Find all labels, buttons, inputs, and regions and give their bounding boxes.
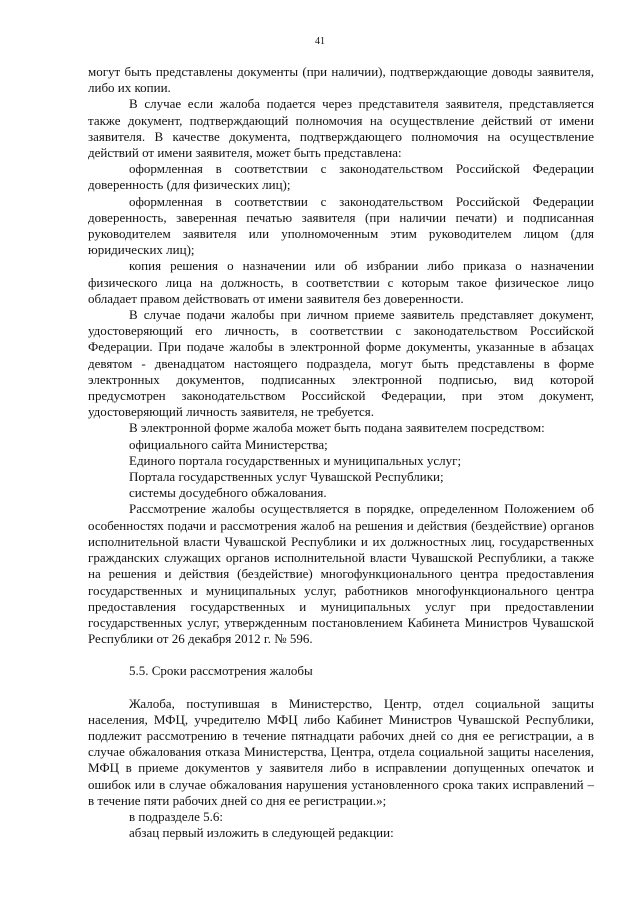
paragraph-personal-reception: В случае подачи жалобы при личном приеме заявитель представляет документ, удостоверяющий его личность, в соответствии с законодательством Российской Федерации. При подаче жалобы в электронной форме документы, указанные в абзацах девятом - двенадцатом настоящего подраздела, могут быть представлены в форме электронных документов, подписанных электронной подписью, вид которой предусмотрен законодательством Российской Федерации, при этом документ, удостоверяющий личность заявителя, не требуется. <box>88 307 594 420</box>
paragraph-subsection-ref: в подразделе 5.6: <box>129 808 224 824</box>
paragraph-electronic-form: В электронной форме жалоба может быть подана заявителем посредством: <box>129 420 545 436</box>
paragraph-review-terms: Жалоба, поступившая в Министерство, Центр, отдел социальной защиты населения, МФЦ, учредителю МФЦ либо Кабинет Министров Чувашской Республики, подлежит рассмотрению в течение пятнадцати рабочих дней со дня ее регистрации, а в случае обжалования отказа Министерства, Центра, отдела социальной защиты населения, МФЦ в приеме документов у заявителя либо в исправлении допущенных опечаток и ошибок или в случае обжалования нарушения установленного срока таких исправлений – в течение пяти рабочих дней со дня ее регистрации.»; <box>88 695 594 808</box>
section-heading-review-terms: 5.5. Сроки рассмотрения жалобы <box>129 663 313 679</box>
document-body <box>88 64 594 841</box>
paragraph-amendment-instruction: абзац первый изложить в следующей редакции: <box>129 825 394 841</box>
paragraph-review-procedure: Рассмотрение жалобы осуществляется в порядке, определенном Положением об особенностях подачи и рассмотрения жалоб на решения и действия (бездействие) органов исполнительной власти Чувашской Республики и их должностных лиц, государственных гражданских служащих органов исполнительной власти Чувашской Республики, а также на решения и действия (бездействие) многофункционального центра предоставления государственных и муниципальных услуг, работников многофункционального центра предоставления государственных и муниципальных услуг при предоставлении государственных услуг, утвержденным постановлением Кабинета Министров Чувашской Республики от 26 декабря 2012 г. № 596. <box>88 501 594 647</box>
list-item-pretrial-system: системы досудебного обжалования. <box>129 485 327 501</box>
list-item-ministry-site: официального сайта Министерства; <box>129 436 328 452</box>
paragraph-representative: В случае если жалоба подается через представителя заявителя, представляется также документ, подтверждающий полномочия на осуществление действий от имени заявителя. В качестве документа, подтверждающего полномочия на осуществление действий от имени заявителя, может быть представлена: <box>88 96 594 161</box>
list-item-chuvash-portal: Портала государственных услуг Чувашской Республики; <box>129 469 444 485</box>
paragraph-continuation: могут быть представлены документы (при наличии), подтверждающие доводы заявителя, либо их копии. <box>88 64 594 96</box>
page-number: 41 <box>315 36 325 47</box>
list-item-power-of-attorney-legal: оформленная в соответствии с законодательством Российской Федерации доверенность, заверенная печатью заявителя (при наличии печати) и подписанная руководителем заявителя или уполномоченным этим руководителем лицом (для юридических лиц); <box>88 193 594 258</box>
list-item-unified-portal: Единого портала государственных и муниципальных услуг; <box>129 452 462 468</box>
list-item-power-of-attorney-individual: оформленная в соответствии с законодательством Российской Федерации доверенность (для физических лиц); <box>88 161 594 193</box>
list-item-appointment-decision: копия решения о назначении или об избрании либо приказа о назначении физического лица на должность, в соответствии с которым такое физическое лицо обладает правом действовать от имени заявителя без доверенности. <box>88 258 594 306</box>
